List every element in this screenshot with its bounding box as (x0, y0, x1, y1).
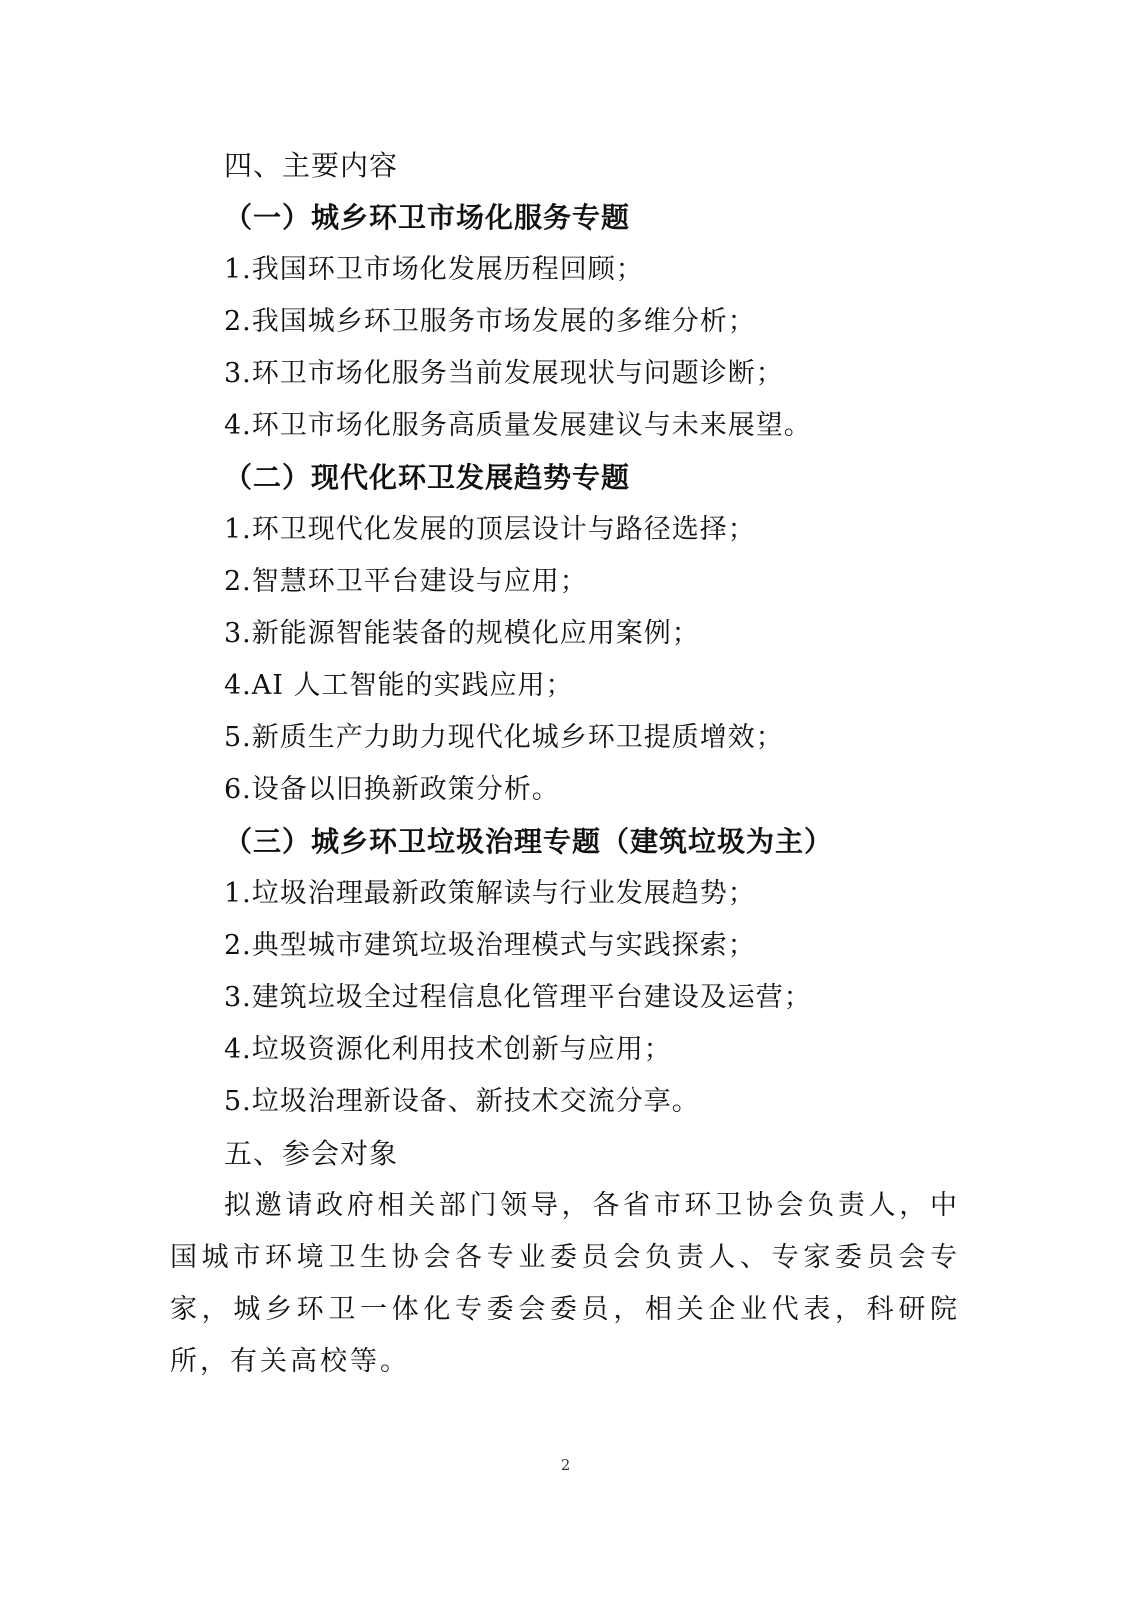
section-heading-attendees: 五、参会对象 (224, 1137, 399, 1170)
list-item: 4.环卫市场化服务高质量发展建议与未来展望。 (224, 410, 812, 441)
list-item: 3.环卫市场化服务当前发展现状与问题诊断； (224, 358, 784, 389)
list-item: 3.建筑垃圾全过程信息化管理平台建设及运营； (224, 982, 812, 1013)
list-item: 4.垃圾资源化利用技术创新与应用； (224, 1034, 672, 1065)
list-item: 2.我国城乡环卫服务市场发展的多维分析； (224, 306, 756, 337)
list-item: 5.垃圾治理新设备、新技术交流分享。 (224, 1086, 700, 1117)
page-number: 2 (560, 1456, 571, 1474)
subsection-heading-3: （三）城乡环卫垃圾治理专题（建筑垃圾为主） (224, 825, 834, 858)
attendees-paragraph: 拟邀请政府相关部门领导，各省市环卫协会负责人，中国城市环境卫生协会各专业委员会负责人、专家委员会专家，城乡环卫一体化专委会委员，相关企业代表，科研院所，有关高校等。 (170, 1190, 960, 1377)
list-item: 1.我国环卫市场化发展历程回顾； (224, 254, 644, 285)
list-item: 2.智慧环卫平台建设与应用； (224, 566, 588, 597)
list-item: 5.新质生产力助力现代化城乡环卫提质增效； (224, 722, 784, 753)
list-item: 2.典型城市建筑垃圾治理模式与实践探索； (224, 930, 756, 961)
subsection-heading-1: （一）城乡环卫市场化服务专题 (224, 201, 631, 234)
document-body (170, 140, 960, 1388)
list-item: 6.设备以旧换新政策分析。 (224, 774, 560, 805)
section-heading-main-content: 四、主要内容 (224, 149, 399, 182)
list-item: 3.新能源智能装备的规模化应用案例； (224, 618, 700, 649)
subsection-heading-2: （二）现代化环卫发展趋势专题 (224, 461, 631, 494)
list-item: 1.垃圾治理最新政策解读与行业发展趋势； (224, 878, 756, 909)
list-item: 4.AI 人工智能的实践应用； (224, 670, 574, 701)
list-item: 1.环卫现代化发展的顶层设计与路径选择； (224, 514, 756, 545)
